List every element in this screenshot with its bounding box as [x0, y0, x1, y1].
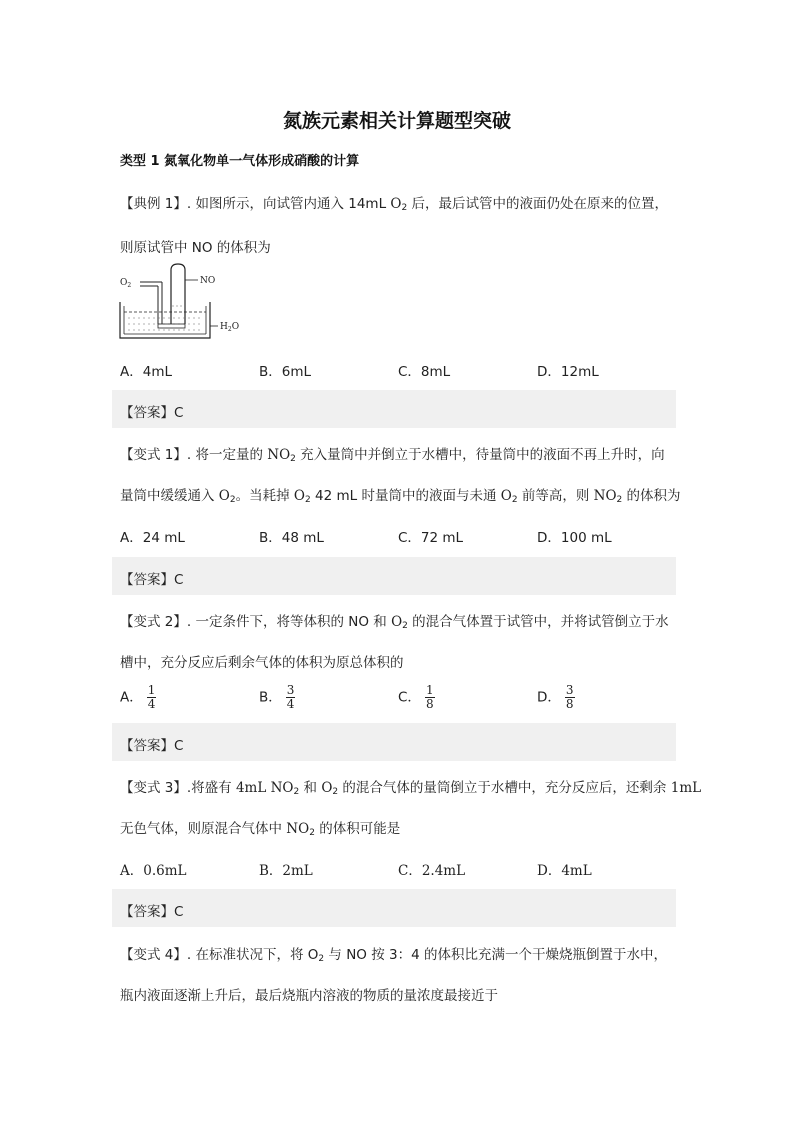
- option-a[interactable]: A． $\frac{1}{4}$: [120, 683, 156, 711]
- test-tube: [171, 264, 185, 324]
- section-heading: 类型 1 氮氧化物单一气体形成硝酸的计算: [120, 154, 360, 169]
- option-a[interactable]: A．24 mL: [120, 530, 185, 546]
- option-d[interactable]: D．100 mL: [537, 530, 612, 546]
- variant1-answer: 【答案】C: [112, 557, 676, 595]
- variant4-question-line2: 瓶内液面逐渐上升后，最后烧瓶内溶液的物质的量浓度最接近于: [120, 988, 498, 1004]
- variant1-question-line1: 【变式 1】. 将一定量的 $NO_2$ 充入量筒中并倒立于水槽中，待量筒中的液面不再上升时，向: [120, 447, 665, 464]
- variant3-answer: 【答案】C: [112, 889, 676, 927]
- option-d[interactable]: D．4mL: [537, 863, 592, 879]
- option-b[interactable]: B．6mL: [259, 364, 312, 380]
- example1-question-line1: 【典例 1】. 如图所示，向试管内通入 14mL $O_2$ 后，最后试管中的液面仍处在原来的位置，: [120, 196, 669, 213]
- fraction: $\frac{3}{4}$: [286, 683, 295, 711]
- option-b[interactable]: B． $\frac{3}{4}$: [259, 683, 295, 711]
- variant2-question-line2: 槽中，充分反应后剩余气体的体积为原总体积的: [120, 655, 404, 671]
- test-tube-diagram: [118, 262, 248, 346]
- variant4-question-line1: 【变式 4】. 在标准状况下，将 $O_2$ 与 NO 按 3：4 的体积比充满一个干燥烧瓶倒置于水中，: [120, 947, 667, 964]
- example1-question-line2: 则原试管中 NO 的体积为: [120, 240, 271, 256]
- option-c[interactable]: C． $\frac{1}{8}$: [398, 683, 434, 711]
- option-b[interactable]: B．2mL: [259, 863, 313, 879]
- option-b[interactable]: B．48 mL: [259, 530, 324, 546]
- option-a[interactable]: A．0.6mL: [120, 863, 187, 879]
- variant2-answer: 【答案】C: [112, 723, 676, 761]
- o2-label: $O_2$: [120, 278, 132, 289]
- variant2-question-line1: 【变式 2】. 一定条件下，将等体积的 NO 和 $O_2$ 的混合气体置于试管中，并将试管倒立于水: [120, 614, 669, 631]
- variant3-question-line1: 【变式 3】.将盛有 4mL $NO_2$ 和 $O_2$ 的混合气体的量筒倒立于水槽中，充分反应后，还剩余 1mL: [120, 780, 702, 797]
- water-trough: [120, 302, 210, 338]
- option-d[interactable]: D． $\frac{3}{8}$: [537, 683, 574, 711]
- fraction: $\frac{1}{8}$: [425, 683, 434, 711]
- option-c[interactable]: C．8mL: [398, 364, 451, 380]
- fraction: $\frac{1}{4}$: [147, 683, 156, 711]
- option-a[interactable]: A．4mL: [120, 364, 172, 380]
- option-d[interactable]: D．12mL: [537, 364, 599, 380]
- variant3-question-line2: 无色气体，则原混合气体中 $NO_2$ 的体积可能是: [120, 821, 401, 838]
- fraction: $\frac{3}{8}$: [565, 683, 574, 711]
- no-label: NO: [200, 276, 216, 286]
- page-title: 氮族元素相关计算题型突破: [282, 110, 511, 132]
- example1-answer: 【答案】C: [112, 390, 676, 428]
- h2o-label: $H_2O$: [220, 322, 240, 333]
- option-c[interactable]: C．2.4mL: [398, 863, 466, 879]
- option-c[interactable]: C．72 mL: [398, 530, 464, 546]
- variant1-question-line2: 量筒中缓缓通入 $O_2$。当耗掉 $O_2$ 42 mL 时量筒中的液面与未通 $O_2$ 前等高，则 $NO_2$ 的体积为: [120, 488, 681, 505]
